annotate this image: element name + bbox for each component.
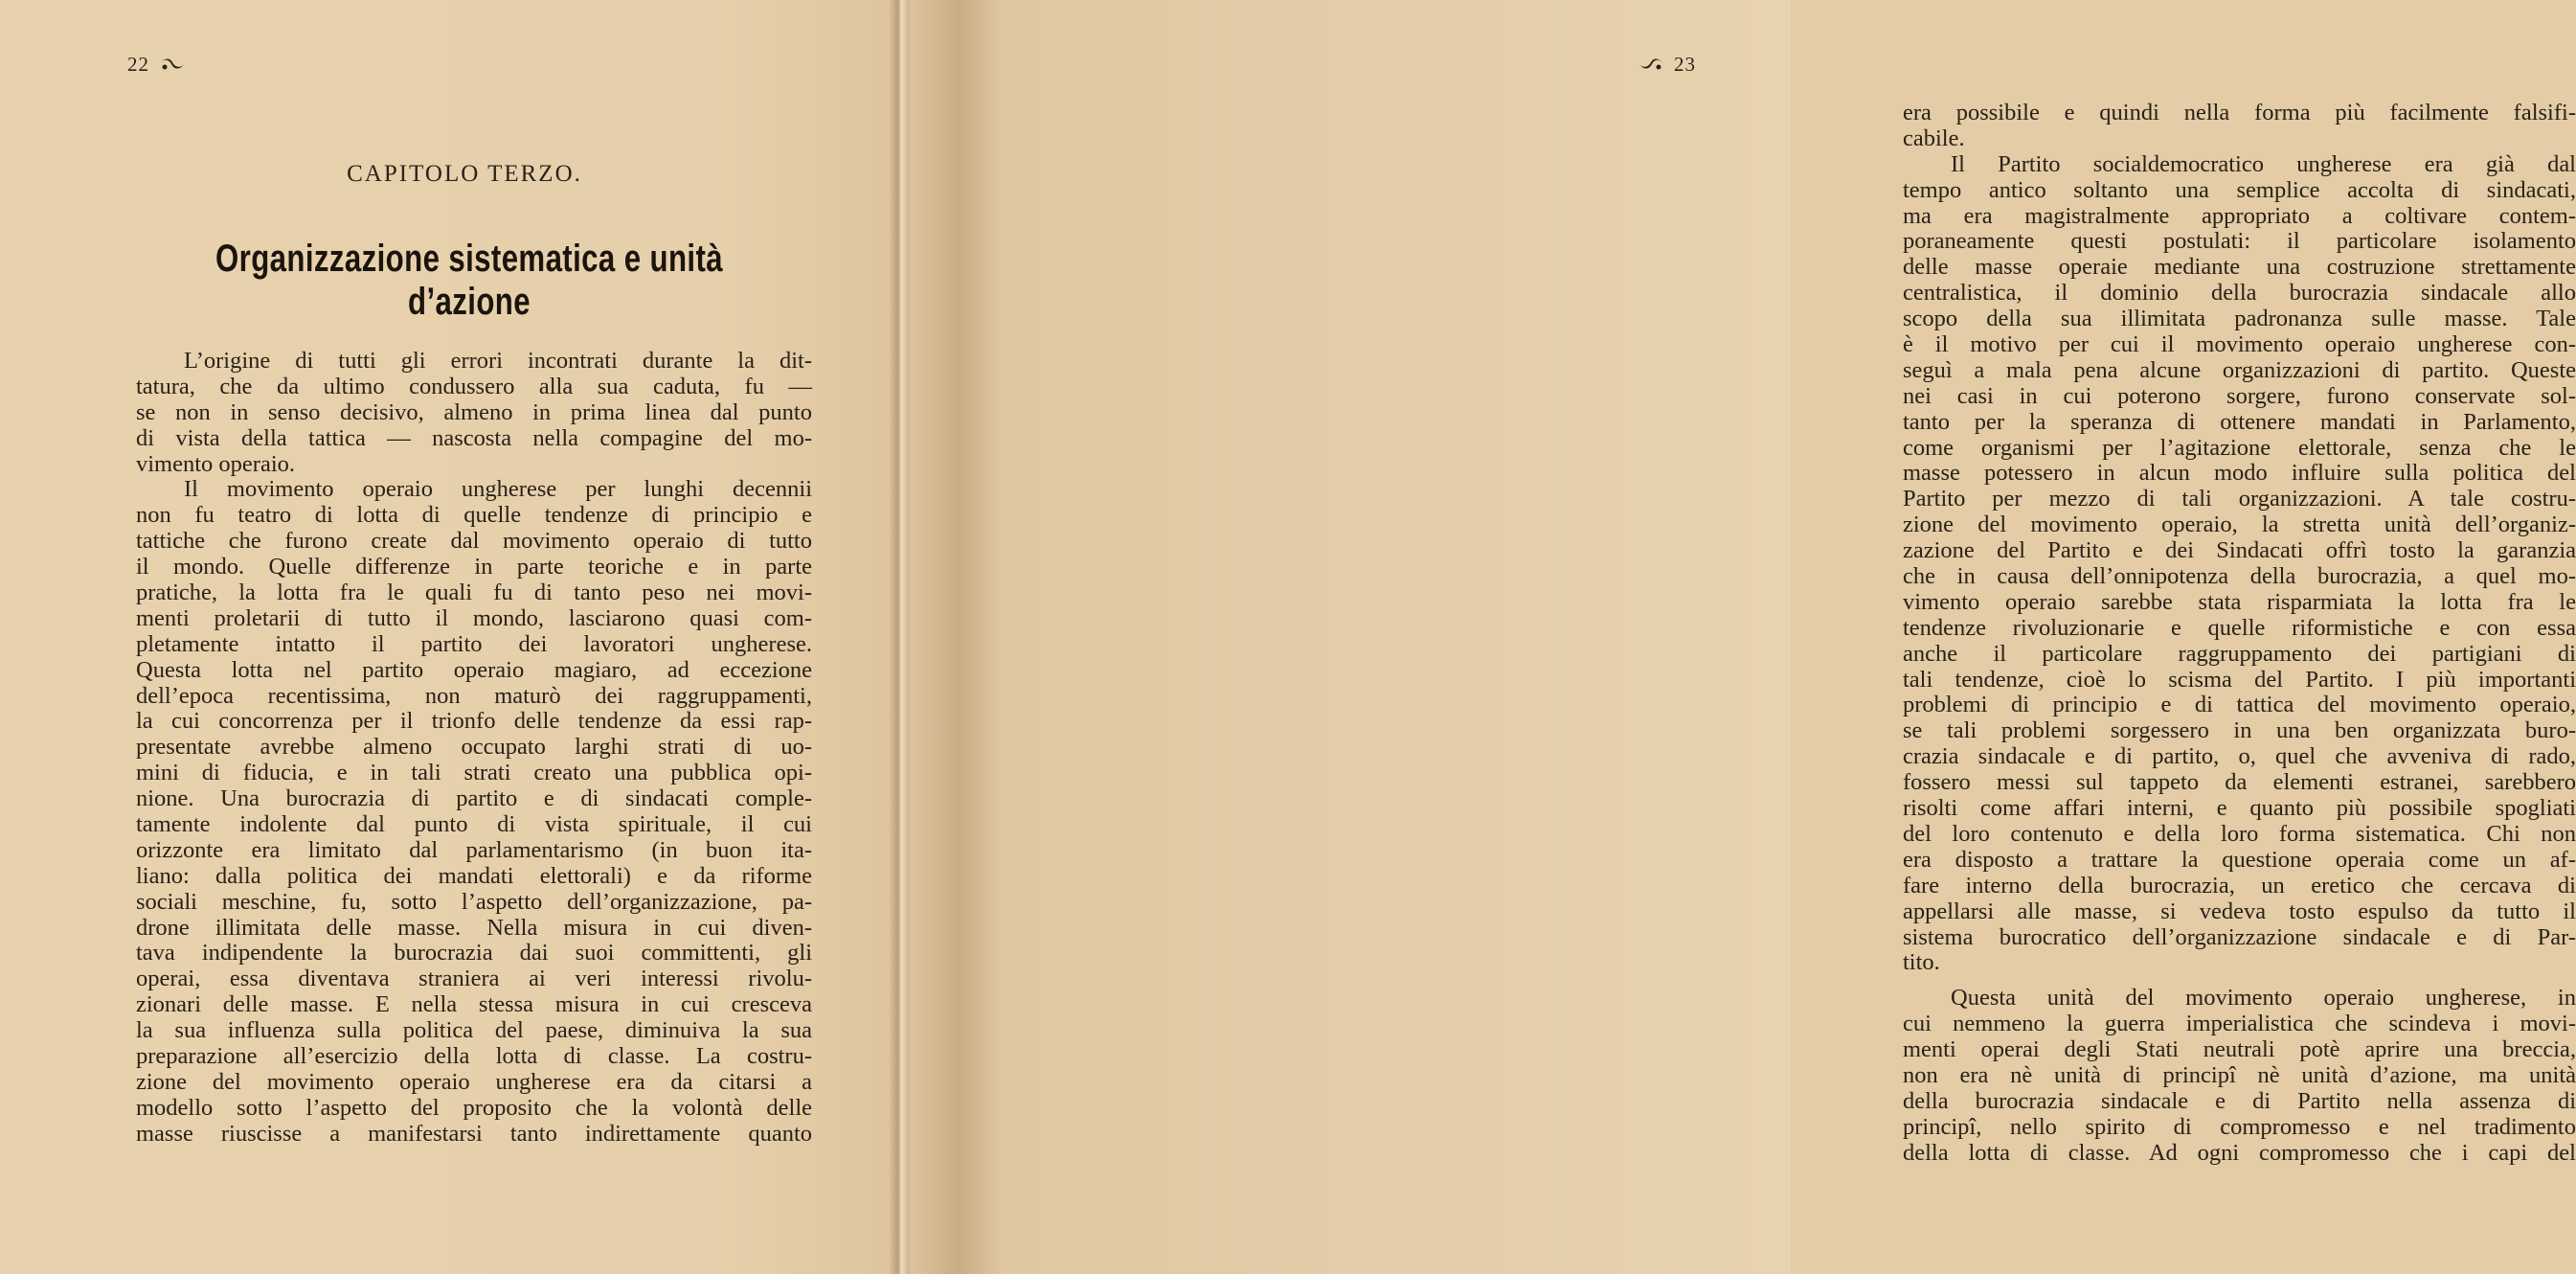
text-line: cabile. (1903, 125, 1965, 151)
text-line: drone illimitata delle masse. Nella misura in cui diven- (136, 914, 812, 941)
text-line: Questa lotta nel partito operaio magiaro, ad eccezione (136, 656, 812, 683)
text-line: della lotta di classe. Ad ogni compromesso che i capi del (1903, 1139, 2576, 1166)
text-line: tendenze rivoluzionarie e quelle riformistiche e con essa (1903, 614, 2576, 641)
text-line: sociali meschine, fu, sotto l’aspetto dell’organizzazione, pa- (136, 888, 812, 915)
chapter-label: CAPITOLO TERZO. (347, 161, 582, 187)
text-line: tempo antico soltanto una semplice accolta di sindacati, (1903, 176, 2576, 203)
text-line: tali tendenze, cioè lo scisma del Partito. I più importanti (1903, 666, 2576, 693)
text-line: del loro contenuto e della loro forma sistematica. Chi non (1903, 820, 2576, 847)
text-line: come organismi per l’agitazione elettorale, senza che le (1903, 434, 2576, 461)
text-line: problemi di principio e di tattica del movimento operaio, (1903, 692, 2576, 718)
text-line: Partito per mezzo di tali organizzazioni. A tale costru- (1903, 486, 2576, 512)
text-line: Il movimento operaio ungherese per lunghi decennii (184, 476, 812, 503)
text-line: se non in senso decisivo, almeno in prima linea dal punto (136, 398, 812, 425)
text-line: principî, nello spirito di compromesso e nel tradimento (1903, 1113, 2576, 1140)
text-line: scopo della sua illimitata padronanza sulle masse. Tale (1903, 306, 2576, 332)
text-line: il mondo. Quelle differenze in parte teoriche e in parte (136, 554, 812, 580)
text-line: ma era magistralmente appropriato a coltivare contem- (1903, 202, 2576, 229)
text-line: zione del movimento operaio, la stretta unità dell’organiz- (1903, 512, 2576, 538)
text-line: tattiche che furono create dal movimento operaio di tutto (136, 528, 812, 555)
text-line: crazia sindacale e di partito, o, quel che avveniva di rado, (1903, 743, 2576, 770)
text-line: Il Partito socialdemocratico ungherese era già dal (1951, 150, 2576, 177)
text-line: tamente indolente dal punto di vista spirituale, il cui (136, 811, 812, 838)
text-line: presentate avrebbe almeno occupato larghi strati di uo- (136, 734, 812, 761)
text-line: di vista della tattica — nascosta nella compagine del mo- (136, 424, 812, 451)
text-line: modello sotto l’aspetto del proposito che la volontà delle (136, 1094, 812, 1121)
text-line: vimento operaio. (136, 450, 296, 477)
paragraph (1903, 101, 2576, 152)
text-line: fare interno della burocrazia, un eretico che cercava di (1903, 872, 2576, 899)
right-page-number: 23 (1674, 53, 1696, 76)
text-line: centralistica, il dominio della burocrazia sindacale allo (1903, 280, 2576, 307)
text-line: masse riuscisse a manifestarsi tanto indirettamente quanto (136, 1120, 812, 1147)
text-line: mini di fiducia, e in tali strati creato una pubblica opi- (136, 760, 812, 786)
text-line: menti operai degli Stati neutrali potè aprire una breccia, (1903, 1036, 2576, 1063)
text-line: pratiche, la lotta fra le quali fu di tanto peso nei movi- (136, 580, 812, 606)
text-line: liano: dalla politica dei mandati elettorali) e da riforme (136, 862, 812, 889)
text-line: che in causa dell’onnipotenza della burocrazia, a quel mo- (1903, 563, 2576, 590)
text-line: zionari delle masse. E nella stessa misura in cui cresceva (136, 991, 812, 1018)
text-line: preparazione all’esercizio della lotta di classe. La costru- (136, 1043, 812, 1070)
chapter-title: Organizzazione sistematica e unità d’azione (215, 238, 723, 323)
text-line: non fu teatro di lotta di quelle tendenze di principio e (136, 502, 812, 529)
text-line: appellarsi alle masse, si vedeva tosto espulso da tutto il (1903, 898, 2576, 924)
text-line: Questa unità del movimento operaio ungherese, in (1951, 985, 2576, 1012)
paragraph (1903, 986, 2576, 1166)
text-line: non era nè unità di principî nè unità d’azione, ma unità (1903, 1061, 2576, 1088)
text-line: nione. Una burocrazia di partito e di sindacati comple- (136, 785, 812, 812)
text-line: la sua influenza sulla politica del paese, diminuiva la sua (136, 1017, 812, 1044)
left-page-number: 22 (127, 53, 149, 76)
paragraph (136, 349, 812, 477)
text-line: fossero messi sul tappeto da elementi estranei, sarebbero (1903, 769, 2576, 796)
text-line: L’origine di tutti gli errori incontrati durante la dit- (184, 348, 812, 374)
paragraph (1903, 152, 2576, 977)
right-body-text (1903, 101, 2576, 1167)
left-body-text (136, 349, 812, 1148)
text-line: operai, essa diventava straniera ai veri interessi rivolu- (136, 966, 812, 992)
text-line: la cui concorrenza per il trionfo delle tendenze da essi rap- (136, 708, 812, 735)
paragraph (136, 477, 812, 1147)
text-line: nei casi in cui poterono sorgere, furono conservate sol- (1903, 382, 2576, 409)
text-line: orizzonte era limitato dal parlamentarismo (in buon ita- (136, 836, 812, 863)
text-line: pletamente intatto il partito dei lavoratori ungherese. (136, 630, 812, 657)
text-line: della burocrazia sindacale e di Partito nella assenza di (1903, 1087, 2576, 1114)
text-line: tatura, che da ultimo condussero alla sua caduta, fu — (136, 373, 812, 399)
text-line: poraneamente questi postulati: il particolare isolamento (1903, 228, 2576, 255)
text-line: zione del movimento operaio ungherese era da citarsi a (136, 1068, 812, 1095)
text-line: risolti come affari interni, e quanto più possibile spogliati (1903, 795, 2576, 822)
text-line: dell’epoca recentissima, non maturò dei raggruppamenti, (136, 682, 812, 709)
text-line: era disposto a trattare la questione operaia come un af- (1903, 846, 2576, 873)
text-line: era possibile e quindi nella forma più facilmente falsifi- (1903, 100, 2576, 125)
text-line: è il motivo per cui il movimento operaio ungherese con- (1903, 331, 2576, 358)
fleuron-icon (1638, 57, 1666, 74)
left-page-header (127, 53, 186, 77)
right-page-header (1638, 53, 1696, 77)
text-line: masse potessero in alcun modo influire sulla politica del (1903, 460, 2576, 487)
text-line: sistema burocratico dell’organizzazione sindacale e di Par- (1903, 923, 2576, 950)
left-page (0, 0, 895, 1274)
text-line: menti proletarii di tutto il mondo, lasciarono quasi com- (136, 604, 812, 631)
text-line: seguì a mala pena alcune organizzazioni di partito. Queste (1903, 356, 2576, 383)
text-line: zazione del Partito e dei Sindacati offrì tosto la garanzia (1903, 537, 2576, 564)
right-page (910, 0, 2576, 1274)
text-line: se tali problemi sorgessero in una ben organizzata buro- (1903, 717, 2576, 744)
text-line: delle masse operaie mediante una costruzione strettamente (1903, 254, 2576, 281)
text-line: tava indipendente la burocrazia dai suoi committenti, gli (136, 940, 812, 967)
text-line: cui nemmeno la guerra imperialistica che scindeva i movi- (1903, 1011, 2576, 1037)
text-line: tito. (1903, 949, 1940, 976)
text-line: tanto per la speranza di ottenere mandati in Parlamento, (1903, 408, 2576, 435)
text-line: anche il particolare raggruppamento dei partigiani di (1903, 640, 2576, 667)
text-line: vimento operaio sarebbe stata risparmiata la lotta fra le (1903, 588, 2576, 615)
fleuron-icon (157, 57, 186, 74)
